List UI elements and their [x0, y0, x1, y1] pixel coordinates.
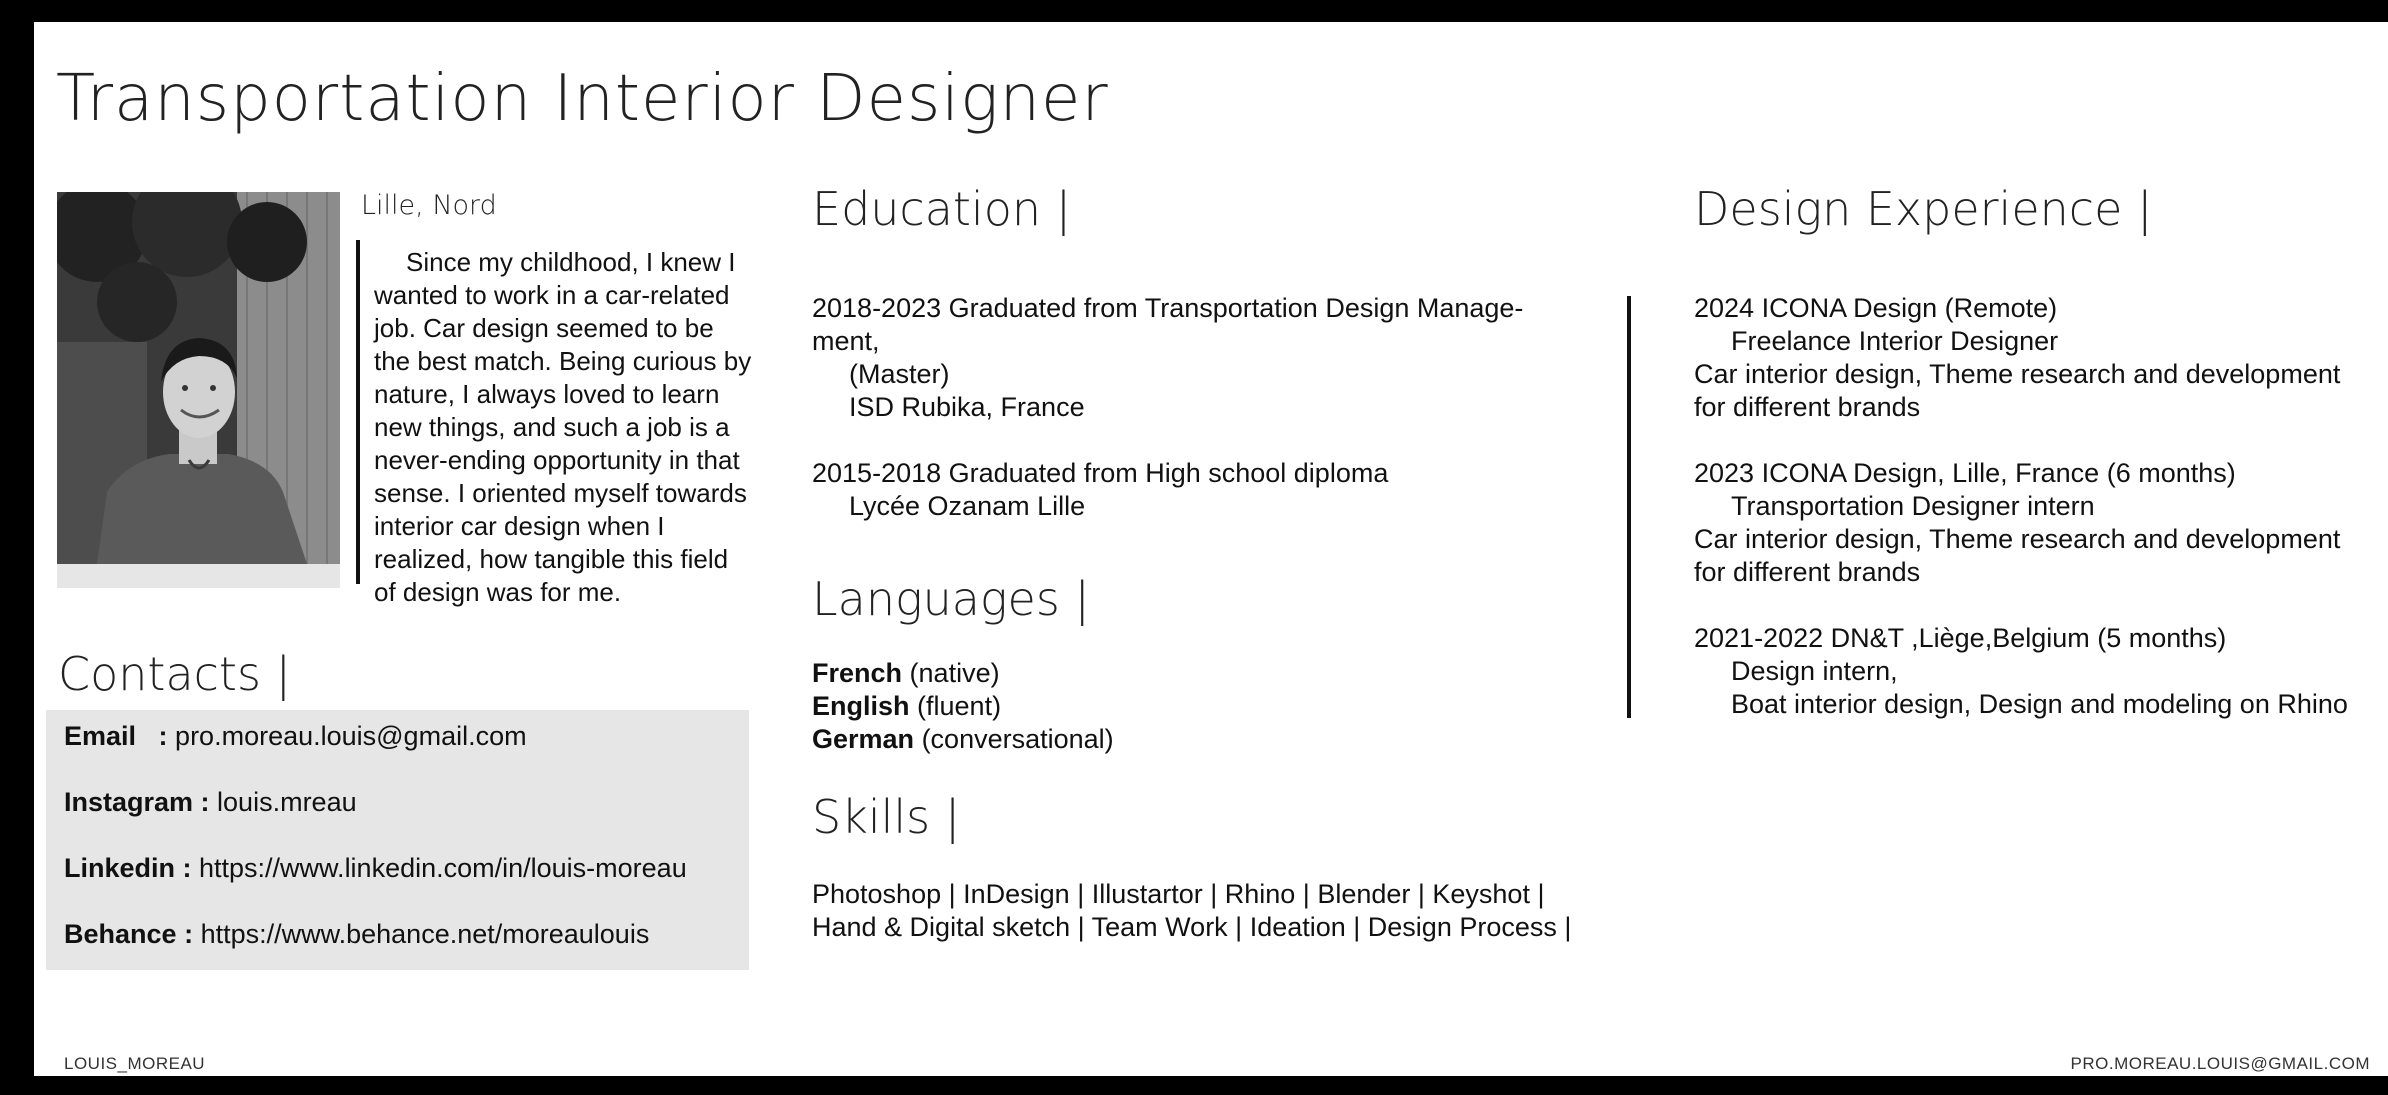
bio-divider — [356, 240, 360, 584]
skills-title: Skills | — [812, 790, 961, 844]
instagram-link[interactable]: louis.mreau — [217, 787, 357, 817]
contact-label: Behance — [64, 919, 177, 949]
languages-list — [812, 657, 1114, 756]
contact-instagram: Instagram : louis.mreau — [64, 787, 357, 817]
contacts-box — [46, 710, 749, 970]
column-divider — [1627, 296, 1631, 718]
contact-linkedin: Linkedin : https://www.linkedin.com/in/louis-moreau — [64, 853, 687, 883]
education-title: Education | — [812, 182, 1072, 236]
skills-list: Photoshop | InDesign | Illustartor | Rhino | Blender | Keyshot | Hand & Digital sketch | Team Work | Ideation | Design Process | — [812, 879, 1572, 942]
page-title: Transportation Interior Designer — [56, 62, 1109, 136]
language-item: French (native) — [812, 658, 1000, 688]
experience-entry: 2024 ICONA Design (Remote) Freelance Interior Designer Car interior design, Theme research and development for different brands — [1694, 293, 2341, 422]
resume-page — [34, 22, 2388, 1076]
footer-name: LOUIS_MOREAU — [64, 1054, 206, 1073]
location: Lille, Nord — [361, 190, 497, 221]
education-entry: 2015-2018 Graduated from High school diploma Lycée Ozanam Lille — [812, 458, 1389, 521]
contact-label: Instagram — [64, 787, 194, 817]
experience-entry: 2021-2022 DN&T ,Liège,Belgium (5 months) Design intern, Boat interior design, Design and modeling on Rhino — [1694, 623, 2348, 719]
education-entry: 2018-2023 Graduated from Transportation Design Manage- ment, (Master) ISD Rubika, France — [812, 293, 1524, 422]
profile-photo — [57, 192, 340, 588]
languages-title: Languages | — [812, 572, 1090, 626]
contact-label: Email — [64, 721, 137, 751]
experience-entry: 2023 ICONA Design, Lille, France (6 months) Transportation Designer intern Car interior design, Theme research and development for different brands — [1694, 458, 2341, 587]
email-link[interactable]: pro.moreau.louis@gmail.com — [175, 721, 527, 751]
footer-email: PRO.MOREAU.LOUIS@GMAIL.COM — [2070, 1054, 2370, 1073]
contact-behance: Behance : https://www.behance.net/moreaulouis — [64, 919, 650, 949]
bio-text: Since my childhood, I knew I wanted to work in a car-related job. Car design seemed to be the best match. Being curious by nature, I always loved to learn new things, and such a job is a never-ending opportunity in that sense. I oriented myself towards interior car design when I realized, how tangible this field of design was for me. — [374, 247, 752, 607]
contacts-title: Contacts | — [58, 647, 292, 701]
experience-title: Design Experience | — [1694, 182, 2153, 236]
language-item: English (fluent) — [812, 691, 1002, 721]
language-item: German (conversational) — [812, 724, 1114, 754]
contact-label: Linkedin — [64, 853, 176, 883]
linkedin-link[interactable]: https://www.linkedin.com/in/louis-moreau — [199, 853, 687, 883]
behance-link[interactable]: https://www.behance.net/moreaulouis — [200, 919, 650, 949]
contact-email: Email : pro.moreau.louis@gmail.com — [64, 721, 527, 751]
